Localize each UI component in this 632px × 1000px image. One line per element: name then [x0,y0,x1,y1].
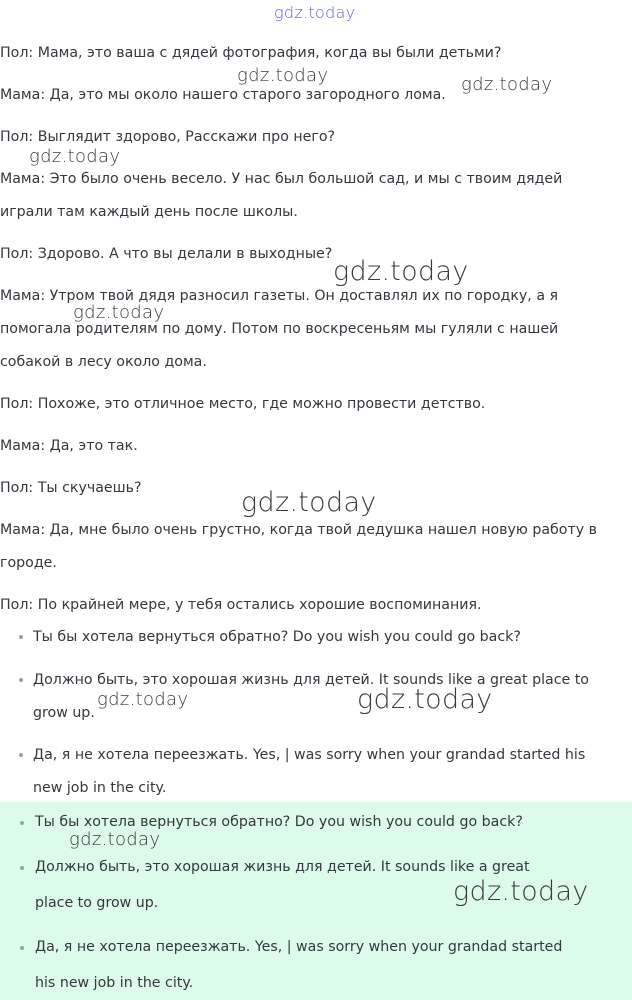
dialogue-line: городе. [0,555,57,571]
bullet-icon [19,635,23,639]
list-item: Да, я не хотела переезжать. Yes, | was sorry when your grandad started [35,939,563,955]
list-item-continuation: new job in the city. [33,780,167,796]
list-item-continuation: his new job in the city. [35,975,194,991]
list-item: Ты бы хотела вернуться обратно? Do you wish you could go back? [35,814,523,830]
dialogue-line: Мама: Утром твой дядя разносил газеты. Он доставлял их по городку, а я [0,288,559,304]
bullet-icon [19,678,23,682]
bullet-icon [20,866,24,870]
watermark-logo: gdz.today [274,3,356,22]
list-item-continuation: grow up. [33,705,95,721]
list-item: Должно быть, это хорошая жизнь для детей. It sounds like a great [35,859,530,875]
list-item: Ты бы хотела вернуться обратно? Do you wish you could go back? [33,629,521,645]
dialogue-line: Пол: Выглядит здорово, Расскажи про него? [0,129,336,145]
bullet-icon [20,821,24,825]
watermark-logo: gdz.today [453,876,589,907]
dialogue-line: Пол: По крайней мере, у тебя остались хорошие воспоминания. [0,597,482,613]
dialogue-line: Мама: Да, мне было очень грустно, когда твой дедушка нашел новую работу в [0,522,598,538]
dialogue-line: Пол: Похоже, это отличное место, где можно провести детство. [0,396,486,412]
dialogue-line: Мама: Это было очень весело. У нас был большой сад, и мы с твоим дядей [0,171,563,187]
watermark-logo: gdz.today [29,146,121,167]
dialogue-line: собакой в лесу около дома. [0,354,207,370]
watermark-logo: gdz.today [237,65,329,86]
dialogue-line: Пол: Ты скучаешь? [0,480,142,496]
bullet-icon [19,753,23,757]
dialogue-line: Пол: Здорово. А что вы делали в выходные? [0,246,333,262]
watermark-logo: gdz.today [461,74,553,95]
dialogue-line: Мама: Да, это мы около нашего старого загородного лома. [0,87,446,103]
list-item: Должно быть, это хорошая жизнь для детей. It sounds like a great place to [33,672,589,688]
watermark-logo: gdz.today [241,487,377,518]
dialogue-line: играли там каждый день после школы. [0,204,298,220]
watermark-logo: gdz.today [97,689,189,710]
dialogue-line: Мама: Да, это так. [0,438,138,454]
watermark-logo: gdz.today [69,829,161,850]
watermark-logo: gdz.today [357,684,493,715]
list-item-continuation: place to grow up. [35,895,159,911]
dialogue-line: Пол: Мама, это ваша с дядей фотография, когда вы были детьми? [0,45,502,61]
list-item: Да, я не хотела переезжать. Yes, | was sorry when your grandad started his [33,747,586,763]
bullet-icon [20,946,24,950]
watermark-logo: gdz.today [333,256,469,287]
watermark-logo: gdz.today [73,302,165,323]
dialogue-line: помогала родителям по дому. Потом по воскресеньям мы гуляли с нашей [0,321,559,337]
